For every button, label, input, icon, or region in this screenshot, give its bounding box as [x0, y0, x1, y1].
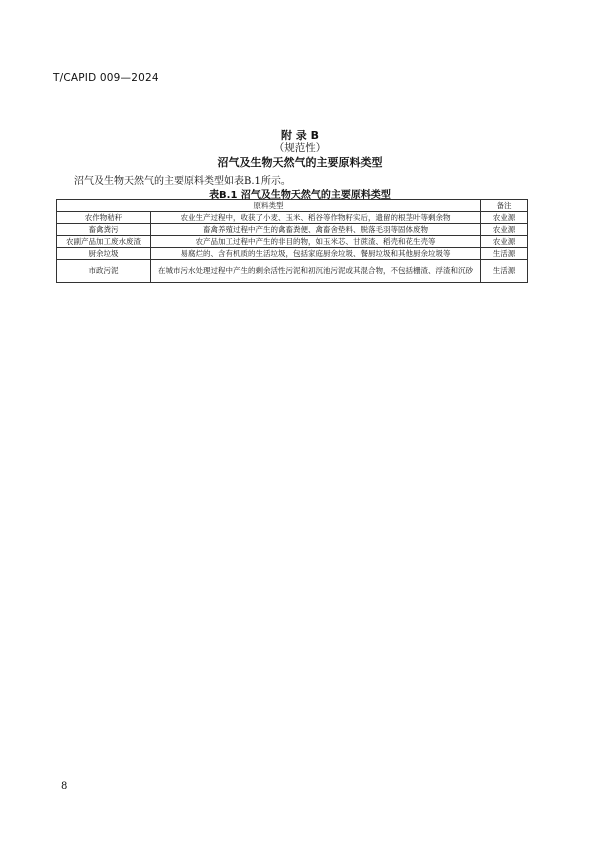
material-description: 易腐烂的、含有机质的生活垃圾，包括家庭厨余垃圾、餐厨垃圾和其他厨余垃圾等 — [151, 248, 481, 260]
table-row — [57, 212, 528, 224]
table-row — [57, 260, 528, 283]
material-source: 农业源 — [481, 236, 528, 248]
material-name: 厨余垃圾 — [57, 248, 151, 260]
appendix-normative-label: （规范性） — [273, 142, 327, 154]
material-source: 生活源 — [481, 248, 528, 260]
material-name: 畜禽粪污 — [57, 224, 151, 236]
document-code: T/CAPID 009—2024 — [53, 72, 159, 84]
table-row — [57, 248, 528, 260]
material-source: 农业源 — [481, 212, 528, 224]
table-row — [57, 236, 528, 248]
material-description: 农业生产过程中，收获了小麦、玉米、稻谷等作物籽实后，遗留的根茎叶等剩余物 — [151, 212, 481, 224]
header-material-type: 原料类型 — [57, 200, 481, 212]
table-row — [57, 224, 528, 236]
material-source: 农业源 — [481, 224, 528, 236]
material-description: 在城市污水处理过程中产生的剩余活性污泥和初沉池污泥或其混合物，不包括栅渣、浮渣和沉砂 — [151, 260, 481, 283]
material-description: 农产品加工过程中产生的非目的物，如玉米芯、甘蔗渣、稻壳和花生壳等 — [151, 236, 481, 248]
material-name: 农副产品加工废水废渣 — [57, 236, 151, 248]
appendix-title: 附 录 B — [280, 129, 320, 142]
material-description: 畜禽养殖过程中产生的禽畜粪便、禽畜舍垫料、脱落毛羽等固体废物 — [151, 224, 481, 236]
material-name: 市政污泥 — [57, 260, 151, 283]
table-caption: 表B.1 沼气及生物天然气的主要原料类型 — [209, 190, 391, 201]
material-source: 生活源 — [481, 260, 528, 283]
material-name: 农作物秸秆 — [57, 212, 151, 224]
appendix-name: 沼气及生物天然气的主要原料类型 — [217, 156, 383, 169]
intro-paragraph: 沼气及生物天然气的主要原料类型如表B.1所示。 — [74, 176, 291, 187]
table-header-row — [57, 200, 528, 212]
materials-table — [56, 199, 528, 283]
page-number: 8 — [61, 781, 68, 792]
header-note: 备注 — [481, 200, 528, 212]
